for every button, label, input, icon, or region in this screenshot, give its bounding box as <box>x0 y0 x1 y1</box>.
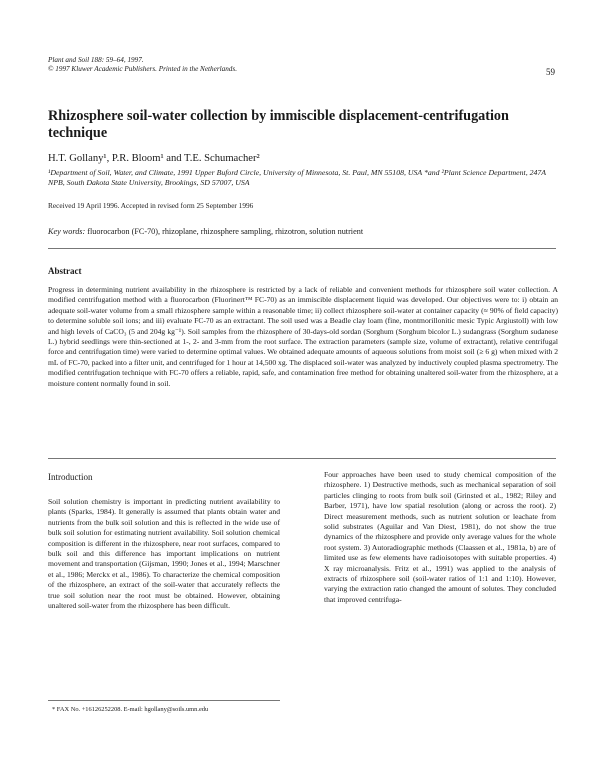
footnote-rule <box>48 700 280 701</box>
body-column-left: Soil solution chemistry is important in predicting nutrient availability to plants (Sparks, 1984). It generally is assumed that plants obtain water and nutrients from the bulk soil solution and this is reflected in the wide use of bulk soil solution for estimating nutrient availability. Soil solution chemical composition is different in the rhizosphere, near root surfaces, compared to bulk soil and this difference has important implications on nutrient movement and transportation (Gijsman, 1990; Jones et al., 1994; Marschner et al., 1986; Merckx et al., 1986). To characterize the chemical composition of the rhizosphere, an extract of the soil-water that accurately reflects the true soil solution near the root must be obtained. However, obtaining unaltered soil-water from the rhizosphere has been difficult. <box>48 497 280 611</box>
divider-rule <box>48 248 556 249</box>
divider-rule <box>48 458 556 459</box>
abstract-text: Progress in determining nutrient availability in the rhizosphere is restricted by a lack of reliable and convenient methods for rhizosphere soil water collection. A modified centrifugation method with a fluorocarbon (Fluorinert™ FC-70) as an immiscible displacement liquid was developed. Our objectives were to: i) obtain an adequate soil-water volume from a small rhizosphere sample within a reasonable time; ii) collect rhizosphere soil-water at container capacity (≈ 90% of field capacity) to determine soluble soil ions; and iii) evaluate FC-70 as an extractant. The soil used was a Beadle clay loam (fine, montmorillonitic mesic Typic Argiustoll) with low and high levels of CaCO₃ (5 and 204g kg⁻¹). Soil samples from the rhizosphere of 30-days-old sordan (Sorghum (Sorghum bicolor L.) sudangrass (Sorghum sudanese L.) hybrid seedlings were thin-sectioned at 1-, 2- and 3-mm from the root surface. The extraction parameters (sample size, volume of extractant), relative centrifugal force and centrifugation time) were varied to determine optimal values. We obtained adequate amounts of aqueous solutions from moist soil (≥ 6 g) when mixed with 2 mL of FC-70, packed into a filter unit, and centrifuged for 1 hour at 14,500 xg. The displaced soil-water was analyzed by inductively coupled plasma spectrometry. The modified centrifugation technique with FC-70 offers a reliable, rapid, safe, and contamination free method for obtaining unaltered soil-water from the rhizosphere, at a moisture content normally found in soil. <box>48 285 558 388</box>
author-list: H.T. Gollany¹, P.R. Bloom¹ and T.E. Schumacher² <box>48 153 260 164</box>
abstract-heading: Abstract <box>48 266 82 276</box>
keywords-line <box>48 227 558 236</box>
body-column-right: Four approaches have been used to study chemical composition of the rhizosphere. 1) Destructive methods, such as mechanical separation of soil particles clinging to roots from bulk soil (Grinsted et al., 1982; Riley and Barber, 1971), have low spatial resolution (along or across the root). 2) Direct measurement methods, such as nutrient solution or leachate from solid substrates (Aguilar and Van Diest, 1981), do not show the true dynamics of the rhizosphere and provide only average values for the whole root system. 3) Autoradiographic methods (Claassen et al., 1981a, b) are of limited use as few elements have radioisotopes with suitable properties. 4) X ray microanalysis. Fritz et al., 1991) was applied to the analysis of extracts of rhizosphere soil (soil-water ratios of 1:1 and 1:10). However, varying the extraction ratio changed the amount of solutes. They concluded that improved centrifuga- <box>324 470 556 604</box>
page-number: 59 <box>546 67 555 77</box>
keywords-label: Key words: <box>48 227 86 236</box>
copyright-notice: © 1997 Kluwer Academic Publishers. Printed in the Netherlands. <box>48 65 237 73</box>
footnote: * FAX No. +16126252208. E-mail: hgollany@soils.umn.edu <box>52 706 209 713</box>
author-affiliations: ¹Department of Soil, Water, and Climate, 1991 Upper Buford Circle, University of Minnesota, St. Paul, MN 55108, USA *and ²Plant Science Department, 247A NPB, South Dakota State University, Brookings, SD 57007, USA <box>48 168 546 187</box>
journal-citation: Plant and Soil 188: 59–64, 1997. <box>48 56 144 64</box>
journal-masthead <box>48 56 237 74</box>
keywords-text: fluorocarbon (FC-70), rhizoplane, rhizosphere sampling, rhizotron, solution nutrient <box>87 227 364 236</box>
paper-title: Rhizosphere soil-water collection by immiscible displacement-centrifugation technique <box>48 108 509 141</box>
received-dates: Received 19 April 1996. Accepted in revised form 25 September 1996 <box>48 201 254 210</box>
introduction-heading: Introduction <box>48 472 93 482</box>
